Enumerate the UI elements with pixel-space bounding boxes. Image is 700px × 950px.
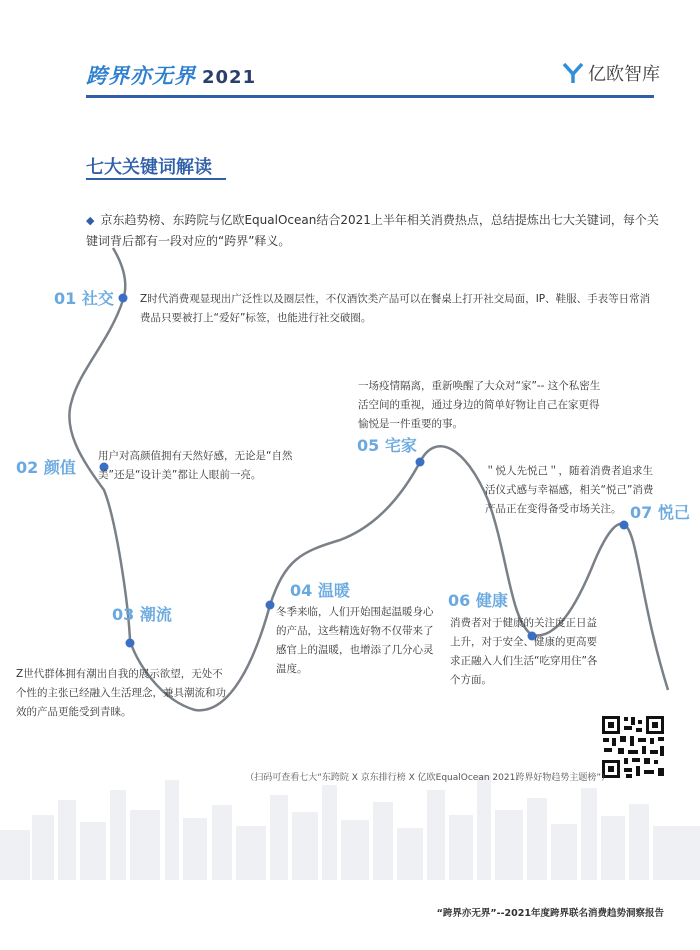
page-title: 七大关键词解读 — [86, 157, 212, 178]
dot-04 — [266, 601, 275, 610]
header-logo-text: 跨界亦无界 — [86, 64, 196, 88]
keyword-03-label: 03 潮流 — [112, 605, 172, 624]
keyword-05-desc: 一场疫情隔离，重新唤醒了大众对“家”-- 这个私密生活空间的重视，通过身边的简单好物让自己在家更得愉悦是一件重要的事。 — [358, 380, 601, 430]
keyword-05-label: 05 宅家 — [357, 436, 417, 455]
dot-03 — [126, 639, 135, 648]
page-footer: “跨界亦无界”--2021年度跨界联名消费趋势洞察报告 — [436, 908, 664, 919]
brand-name: 亿欧智库 — [588, 64, 660, 85]
dot-01 — [119, 294, 128, 303]
keyword-02-label: 02 颜值 — [16, 458, 76, 477]
keyword-01-desc: Z时代消费观显现出广泛性以及圈层性，不仅酒饮类产品可以在餐桌上打开社交局面，IP、鞋服、手表等日常消费品只要被打上“爱好”标签，也能进行社交破圈。 — [140, 293, 651, 324]
keyword-04-label: 04 温暖 — [290, 581, 350, 600]
keyword-06-label: 06 健康 — [448, 591, 508, 610]
keyword-07-label: 07 悦己 — [630, 503, 690, 522]
header-year: 2021 — [202, 67, 257, 88]
keyword-06-desc: 消费者对于健康的关注度正日益上升，对于安全、健康的更高要求正融入人们生活“吃穿用住”各个方面。 — [450, 617, 598, 686]
keyword-07-desc: ＂悦人先悦己＂，随着消费者追求生活仪式感与幸福感，相关“悦己”消费产品正在变得备受市场关注。 — [485, 465, 654, 515]
dot-07 — [620, 521, 629, 530]
intro-text: 京东趋势榜、东跨院与亿欧EqualOcean结合2021上半年相关消费热点，总结提炼出七大关键词，每个关键词背后都有一段对应的“跨界”释义。 — [86, 213, 659, 248]
qr-caption: （扫码可查看七大“东跨院 X 京东排行榜 X 亿欧EqualOcean 2021跨界好物趋势主题榜”） — [245, 773, 610, 783]
dot-05 — [416, 458, 425, 467]
keyword-03-desc: Z世代群体拥有潮出自我的展示欲望，无处不个性的主张已经融入生活理念，兼具潮流和功效的产品更能受到青睐。 — [16, 668, 226, 718]
keyword-01-label: 01 社交 — [54, 289, 114, 308]
keyword-02-desc: 用户对高颜值拥有天然好感，无论是“自然美”还是“设计美”都让人眼前一亮。 — [98, 450, 293, 481]
keyword-04-desc: 冬季来临，人们开始围起温暖身心的产品，这些精选好物不仅带来了感官上的温暖，也增添了几分心灵温度。 — [276, 606, 434, 675]
diamond-bullet-icon: ◆ — [86, 214, 95, 227]
